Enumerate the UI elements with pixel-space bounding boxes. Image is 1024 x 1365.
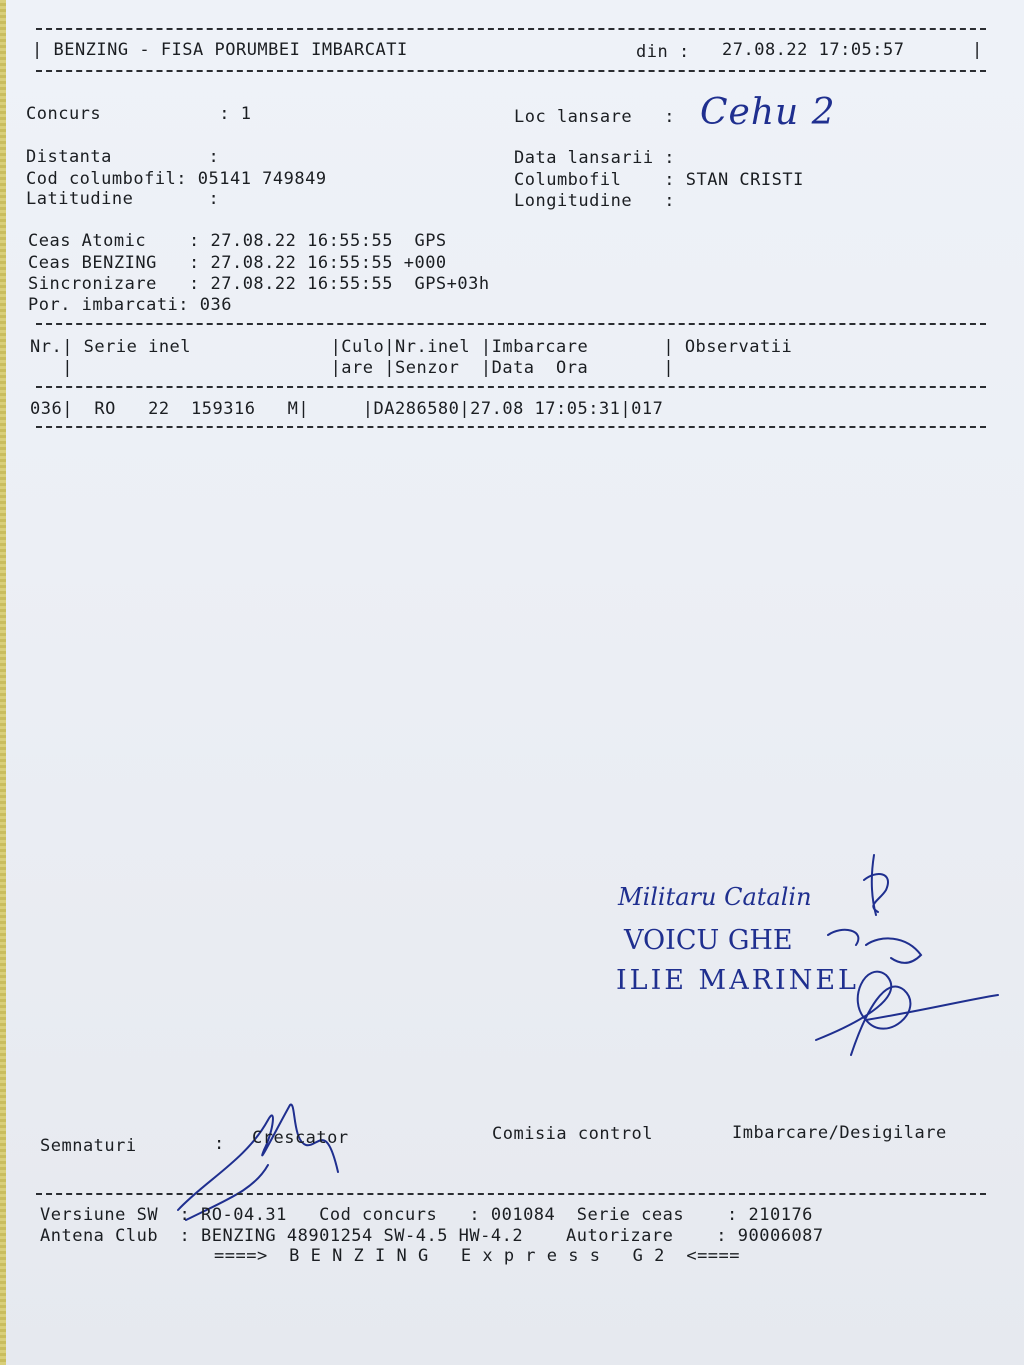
antena-club-line: Antena Club : BENZING 48901254 SW-4.5 HW-4.2 Autorizare : 90006087: [40, 1226, 824, 1246]
handwritten-name-2: VOICU GHE: [624, 925, 793, 956]
imbarcare-desigilare-label: Imbarcare/Desigilare: [732, 1123, 947, 1143]
dashed-rule: [36, 1193, 986, 1195]
loc-lansare-label: Loc lansare :: [514, 107, 676, 127]
concurs-line: Concurs : 1: [26, 104, 252, 124]
por-imbarcati-line: Por. imbarcati: 036: [28, 295, 232, 315]
semnaturi-label: Semnaturi: [40, 1136, 137, 1156]
table-header-line2: | |are |Senzor |Data Ora |: [30, 358, 675, 378]
handwritten-signatures: [6, 0, 1024, 1365]
versiune-line: Versiune SW : RO-04.31 Cod concurs : 001084 Serie ceas : 210176: [40, 1205, 813, 1225]
longitudine-line: Longitudine :: [514, 191, 676, 211]
header-end-bar: |: [972, 40, 983, 60]
columbofil-line: Columbofil : STAN CRISTI: [514, 170, 804, 190]
cod-columbofil-line: Cod columbofil: 05141 749849: [26, 169, 327, 189]
ceas-atomic-line: Ceas Atomic : 27.08.22 16:55:55 GPS: [28, 231, 447, 251]
data-lansarii-line: Data lansarii :: [514, 148, 676, 168]
sincronizare-line: Sincronizare : 27.08.22 16:55:55 GPS+03h: [28, 274, 490, 294]
printed-sheet: [6, 0, 1024, 1365]
semnaturi-colon: :: [214, 1134, 225, 1154]
table-header-line1: Nr.| Serie inel |Culo|Nr.inel |Imbarcare | Observatii: [30, 337, 793, 357]
handwritten-name-1: Militaru Catalin: [618, 883, 812, 911]
table-row: 036| RO 22 159316 M| |DA286580|27.08 17:05:31|017: [30, 399, 664, 419]
crescator-label: Crescator: [252, 1128, 349, 1148]
latitudine-line: Latitudine :: [26, 189, 220, 209]
date-value: 27.08.22 17:05:57: [722, 40, 905, 60]
document-title: | BENZING - FISA PORUMBEI IMBARCATI: [32, 40, 408, 60]
ceas-benzing-line: Ceas BENZING : 27.08.22 16:55:55 +000: [28, 253, 447, 273]
distanta-line: Distanta :: [26, 147, 220, 167]
handwritten-name-3: ILIE MARINEL: [616, 965, 859, 996]
comisia-control-label: Comisia control: [492, 1124, 654, 1144]
benzing-express-line: ====> B E N Z I N G E x p r e s s G 2 <====: [214, 1246, 741, 1266]
loc-lansare-handwritten: Cehu 2: [700, 92, 836, 133]
date-label: din :: [636, 42, 690, 62]
